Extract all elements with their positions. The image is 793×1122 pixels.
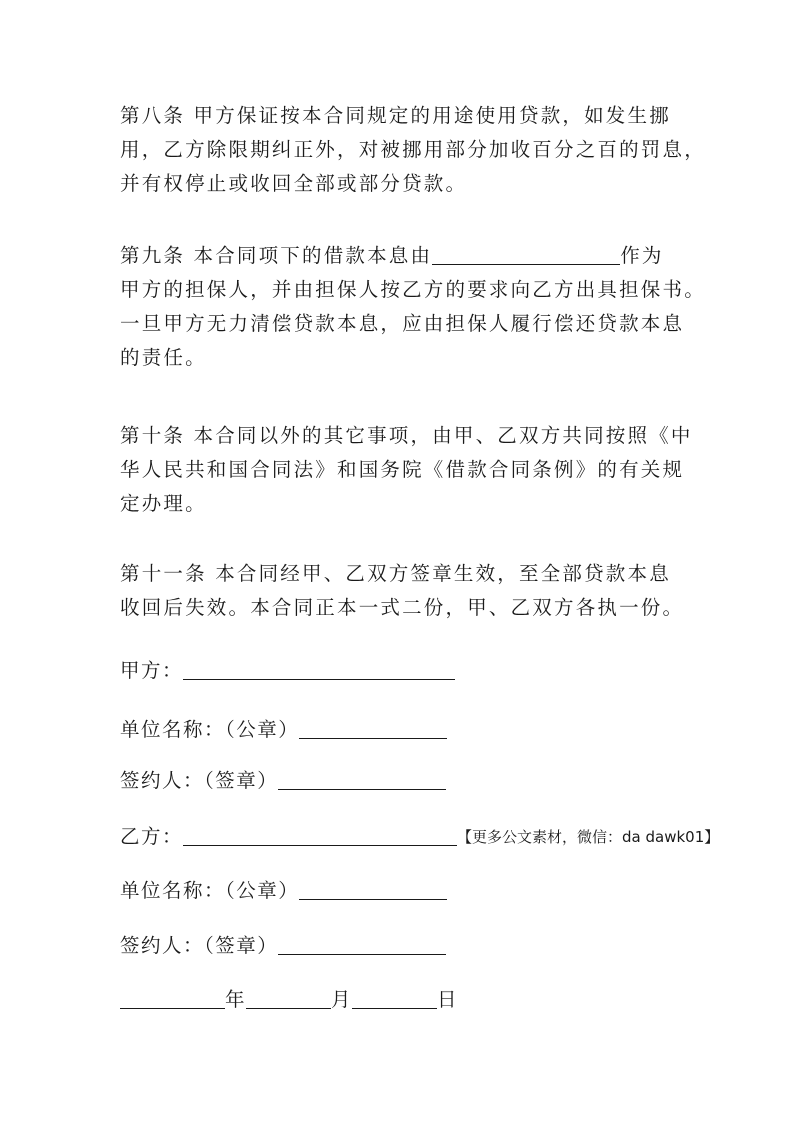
clause-9-text-before-blank: 第九条 本合同项下的借款本息由: [120, 244, 433, 267]
unit-name-label: 单位名称：（公章）: [120, 718, 300, 741]
party-b-signer-blank[interactable]: [278, 932, 446, 955]
unit-name-label: 单位名称：（公章）: [120, 879, 300, 902]
clause-8-line: 第八条 甲方保证按本合同规定的用途使用贷款，如发生挪: [120, 104, 671, 127]
clause-8-line: 并有权停止或收回全部或部分贷款。: [120, 172, 468, 195]
party-b-label: 乙方：: [120, 825, 184, 848]
clause-10-line: 定办理。: [120, 492, 207, 515]
party-b-blank[interactable]: [183, 823, 457, 846]
signer-label: 签约人：（签章）: [120, 769, 279, 792]
clause-9-first-line: [120, 239, 680, 273]
promo-note: 【更多公文素材，微信：da dawk01】: [457, 828, 720, 846]
party-a-signer-row: [120, 766, 446, 796]
guarantor-blank[interactable]: [432, 242, 620, 265]
party-b-unit-blank[interactable]: [299, 877, 447, 900]
clause-11-line: 收回后失效。本合同正本一式二份，甲、乙双方各执一份。: [120, 596, 685, 619]
clause-9-line: 甲方的担保人，并由担保人按乙方的要求向乙方出具担保书。: [120, 278, 706, 301]
party-a-unit-blank[interactable]: [299, 716, 447, 739]
month-blank[interactable]: [246, 986, 331, 1009]
party-a-unit-row: [120, 715, 447, 745]
date-row: [120, 985, 458, 1015]
party-a-label: 甲方：: [120, 659, 184, 682]
party-a-row: [120, 656, 455, 686]
party-a-signer-blank[interactable]: [278, 767, 446, 790]
clause-11: [120, 557, 685, 625]
month-label: 月: [331, 988, 353, 1011]
signer-label: 签约人：（签章）: [120, 934, 279, 957]
party-a-blank[interactable]: [183, 657, 455, 680]
year-blank[interactable]: [120, 986, 225, 1009]
party-b-unit-row: [120, 876, 447, 906]
clause-10: [120, 419, 693, 521]
clause-9: [120, 239, 706, 375]
clause-11-line: 第十一条 本合同经甲、乙双方签章生效，至全部贷款本息: [120, 562, 671, 585]
day-label: 日: [437, 988, 459, 1011]
clause-8-line: 用，乙方除限期纠正外，对被挪用部分加收百分之百的罚息，: [120, 138, 706, 161]
day-blank[interactable]: [352, 986, 437, 1009]
clause-9-line: 一旦甲方无力清偿贷款本息，应由担保人履行偿还贷款本息: [120, 312, 685, 335]
year-label: 年: [225, 988, 247, 1011]
clause-9-line: 的责任。: [120, 346, 207, 369]
clause-10-line: 第十条 本合同以外的其它事项，由甲、乙双方共同按照《中: [120, 424, 693, 447]
party-b-row: [120, 822, 719, 852]
clause-9-text-after-blank: 作为: [620, 244, 664, 267]
party-b-signer-row: [120, 931, 446, 961]
clause-8: [120, 99, 706, 201]
clause-10-line: 华人民共和国合同法》和国务院《借款合同条例》的有关规: [120, 458, 685, 481]
